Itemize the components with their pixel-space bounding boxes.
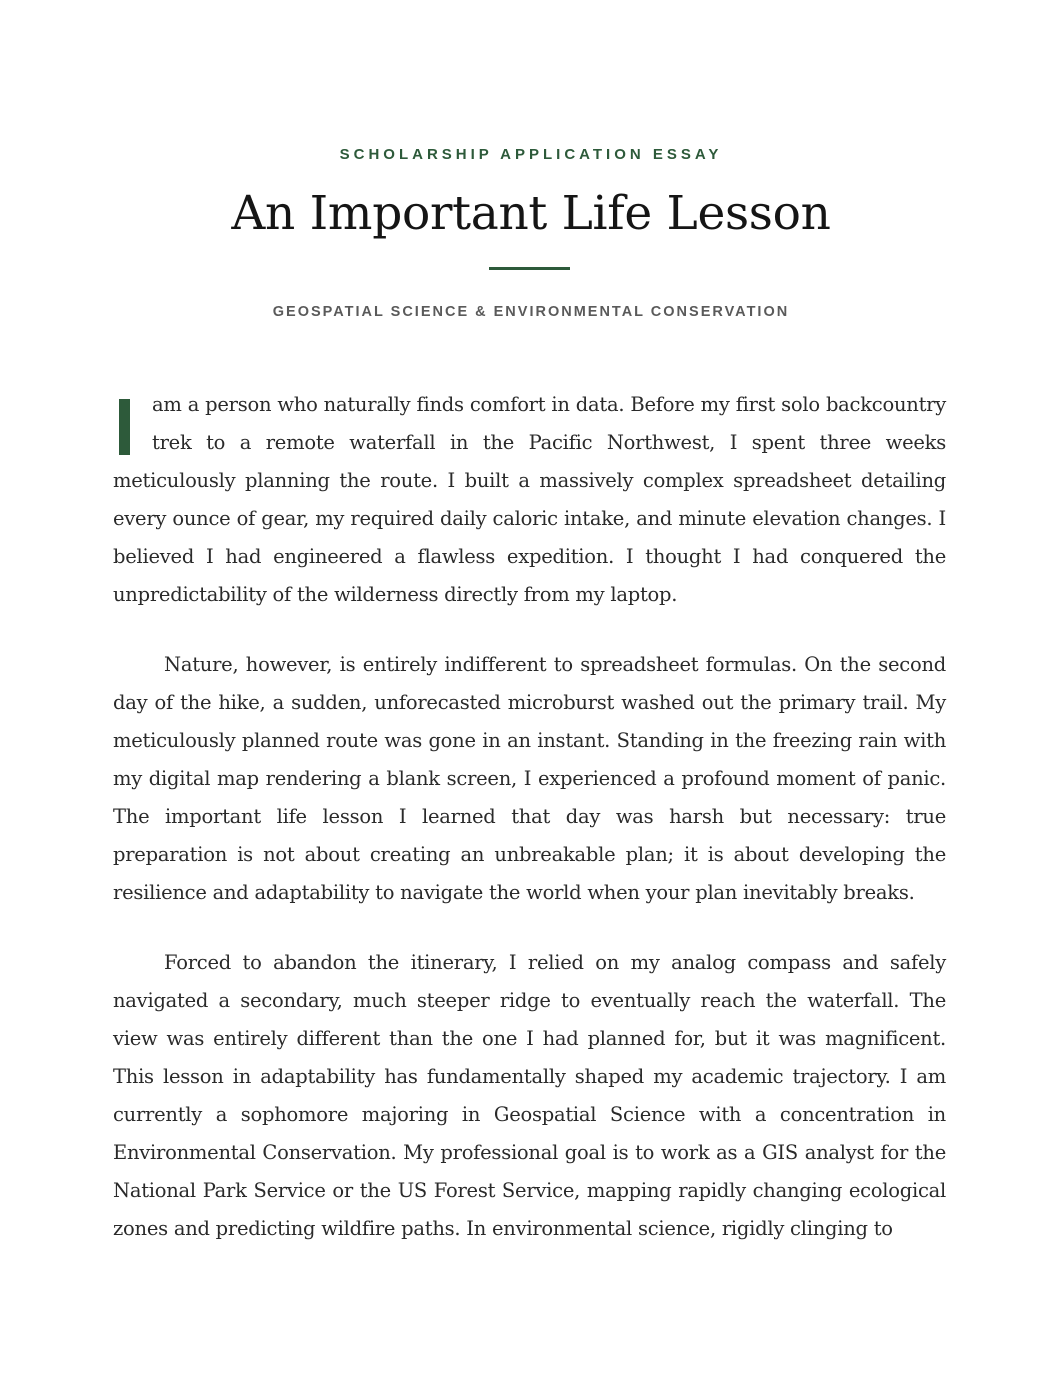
document-subtitle: GEOSPATIAL SCIENCE & ENVIRONMENTAL CONSERVATION	[272, 304, 790, 320]
document-eyebrow: SCHOLARSHIP APPLICATION ESSAY	[339, 146, 723, 163]
essay-paragraph-1-text: am a person who naturally finds comfort in data. Before my first solo backcountry trek to a remote waterfall in the Pacific Northwest, I spent three weeks meticulously planning the route. I built a massively complex spreadsheet detailing every ounce of gear, my required daily caloric intake, and minute elevation changes. I believed I had engineered a flawless expedition. I thought I had conquered the unpredictability of the wilderness directly from my laptop.	[113, 393, 946, 606]
page-title: An Important Life Lesson	[231, 186, 831, 241]
essay-viewport	[100, 386, 962, 1248]
essay-paragraph-2: Nature, however, is entirely indifferent to spreadsheet formulas. On the second day of the hike, a sudden, unforecasted microburst washed out the primary trail. My meticulously planned route was gone in an instant. Standing in the freezing rain with my digital map rendering a blank screen, I experienced a profound moment of panic. The important life lesson I learned that day was harsh but necessary: true preparation is not about creating an unbreakable plan; it is about developing the resilience and adaptability to navigate the world when your plan inevitably breaks.	[113, 653, 946, 904]
drop-cap-letter	[119, 399, 120, 400]
essay-body	[113, 386, 946, 1248]
title-divider	[489, 267, 570, 270]
essay-paragraph-1	[113, 386, 946, 614]
drop-cap-marker	[119, 399, 130, 455]
essay-paragraph-3: Forced to abandon the itinerary, I relied on my analog compass and safely navigated a secondary, much steeper ridge to eventually reach the waterfall. The view was entirely different than the one I had planned for, but it was magnificent. This lesson in adaptability has fundamentally shaped my academic trajectory. I am currently a sophomore majoring in Geospatial Science with a concentration in Environmental Conservation. My professional goal is to work as a GIS analyst for the National Park Service or the US Forest Service, mapping rapidly changing ecological zones and predicting wildfire paths. In environmental science, rigidly clinging to	[113, 951, 946, 1240]
